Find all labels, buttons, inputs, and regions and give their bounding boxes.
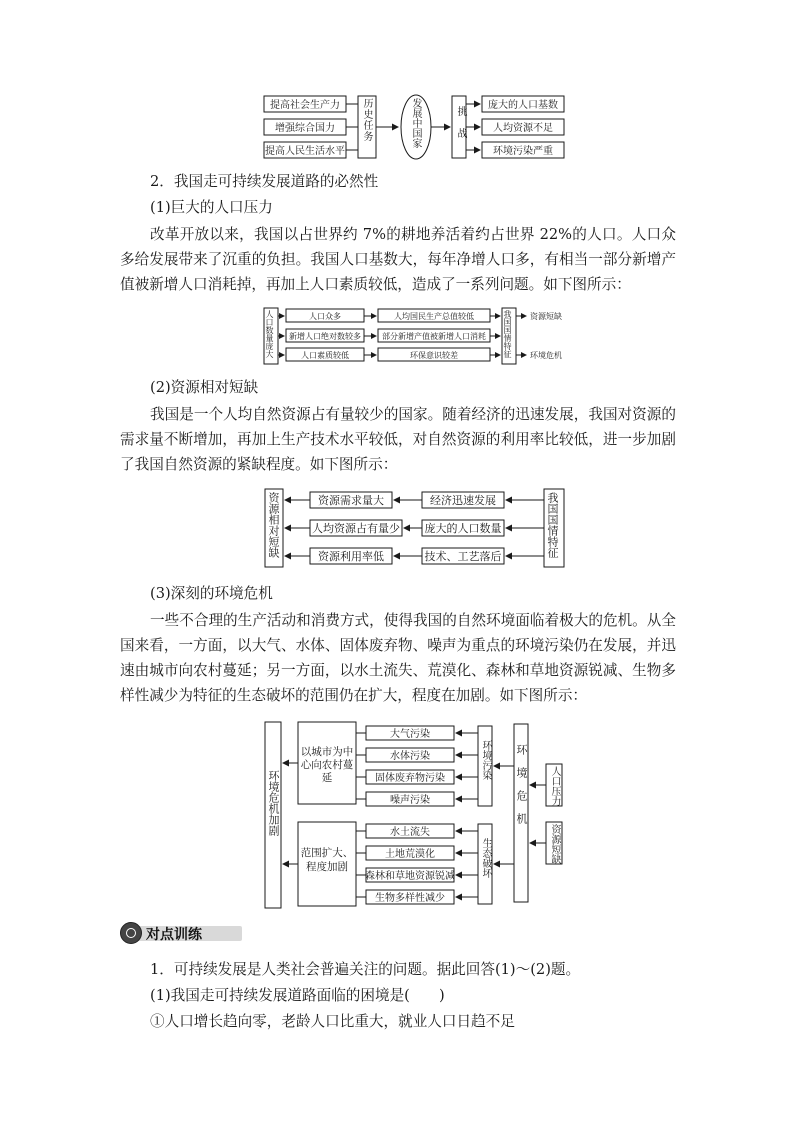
- crisis-left-label: 环境危机加剧: [267, 770, 280, 836]
- challenge-item-3: 环境污染严重: [493, 146, 553, 157]
- eco-item-2: 土地荒漠化: [385, 849, 435, 860]
- target-icon: [120, 922, 142, 944]
- practice-badge-label: 对点训练: [146, 927, 202, 943]
- pop-col1-1: 人口众多: [309, 312, 341, 321]
- resource-col1-1: 资源需求量大: [318, 494, 384, 507]
- subsection-2-title: (2)资源相对短缺: [150, 379, 259, 396]
- crisis-center-label: 环境危机: [515, 744, 528, 836]
- subsection-3-title: (3)深刻的环境危机: [150, 585, 273, 602]
- urban-to-rural-label: 以城市为中心向农村蔓延: [300, 746, 354, 784]
- eco-item-4: 生物多样性减少: [375, 893, 445, 904]
- diagram-population-pressure: [262, 306, 570, 366]
- pop-col2-2: 部分新增产值被新增人口消耗: [382, 332, 486, 341]
- pollution-label: 环境污染: [480, 740, 491, 780]
- pollution-item-4: 噪声污染: [390, 795, 430, 806]
- scope-expanding-label: 范围扩大、程度加剧: [300, 847, 354, 873]
- resource-col2-2: 庞大的人口数量: [424, 522, 502, 535]
- subsection-1-paragraph: 改革开放以来，我国以占世界约 7%的耕地养活着约占世界 22%的人口。人口众多给发展带来了沉重的负担。我国人口基数大，每年净增人口多，有相当一部分新增产值被新增人口消耗掉，再加上人口素质较低，造成了一系列问题。如下图所示：: [120, 226, 676, 293]
- pollution-item-1: 大气污染: [390, 729, 430, 740]
- eco-item-1: 水土流失: [390, 827, 430, 838]
- pop-left-label: 人口数量庞大: [265, 310, 274, 358]
- pop-col1-2: 新增人口绝对数较多: [289, 332, 361, 341]
- pop-result-1: 资源短缺: [530, 312, 562, 321]
- subsection-2-paragraph: 我国是一个人均自然资源占有量较少的国家。随着经济的迅速发展，我国对资源的需求量不断增加，再加上生产技术水平较低，对自然资源的利用率比较低，进一步加剧了我国自然资源的紧缺程度。如下图所示：: [120, 406, 676, 473]
- eco-item-3: 森林和草地资源锐减: [365, 871, 455, 882]
- eco-damage-label: 生态破坏: [480, 838, 491, 878]
- pop-result-2: 环境危机: [530, 351, 562, 360]
- pop-col2-1: 人均国民生产总值较低: [394, 312, 474, 321]
- challenge-item-1: 庞大的人口基数: [488, 100, 558, 111]
- pop-col1-3: 人口素质较低: [301, 351, 349, 360]
- question-1-sub-1: (1)我国走可持续发展道路面临的困境是( ): [150, 987, 445, 1004]
- section-2-title: 2．我国走可持续发展道路的必然性: [150, 173, 379, 190]
- task-item-3: 提高人民生活水平: [265, 146, 345, 157]
- resource-col1-2: 人均资源占有量少: [312, 522, 400, 535]
- challenge-label: 挑战: [455, 106, 466, 150]
- question-1-option-1: ①人口增长趋向零，老龄人口比重大，就业人口日趋不足: [150, 1013, 515, 1030]
- diagram-resource-shortage: [262, 486, 570, 570]
- pollution-item-3: 固体废弃物污染: [375, 773, 445, 784]
- subsection-1-title: (1)巨大的人口压力: [150, 199, 273, 216]
- crisis-right-1: 人口压力: [549, 766, 560, 806]
- practice-badge: [120, 922, 244, 944]
- task-item-2: 增强综合国力: [275, 123, 335, 134]
- subsection-3-paragraph: 一些不合理的生产活动和消费方式，使得我国的自然环境面临着极大的危机。从全国来看，一方面，以大气、水体、固体废弃物、噪声为重点的环境污染仍在发展，并迅速由城市向农村蔓延；另一方面，以水土流失、荒漠化、森林和草地资源锐减、生物多样性减少为特征的生态破坏的范围仍在扩大，程度在加剧。如下图所示：: [120, 612, 676, 704]
- resource-col2-3: 技术、工艺落后: [424, 550, 502, 563]
- pop-center-label: 我国国情特征: [503, 310, 512, 358]
- resource-left-label: 资源相对短缺: [267, 492, 280, 558]
- pop-col2-3: 环保意识较差: [410, 351, 458, 360]
- task-item-1: 提高社会生产力: [270, 100, 340, 111]
- historic-task-label: 历史任务: [361, 98, 372, 142]
- challenge-item-2: 人均资源不足: [493, 123, 553, 134]
- developing-country-label: 发展中国家: [410, 98, 421, 148]
- resource-right-label: 我国国情特征: [546, 492, 559, 558]
- resource-col1-3: 资源利用率低: [318, 550, 384, 563]
- pollution-item-2: 水体污染: [390, 751, 430, 762]
- question-1: 1．可持续发展是人类社会普遍关注的问题。据此回答(1)～(2)题。: [150, 961, 581, 978]
- crisis-right-2: 资源短缺: [549, 824, 560, 864]
- resource-col2-1: 经济迅速发展: [430, 494, 496, 507]
